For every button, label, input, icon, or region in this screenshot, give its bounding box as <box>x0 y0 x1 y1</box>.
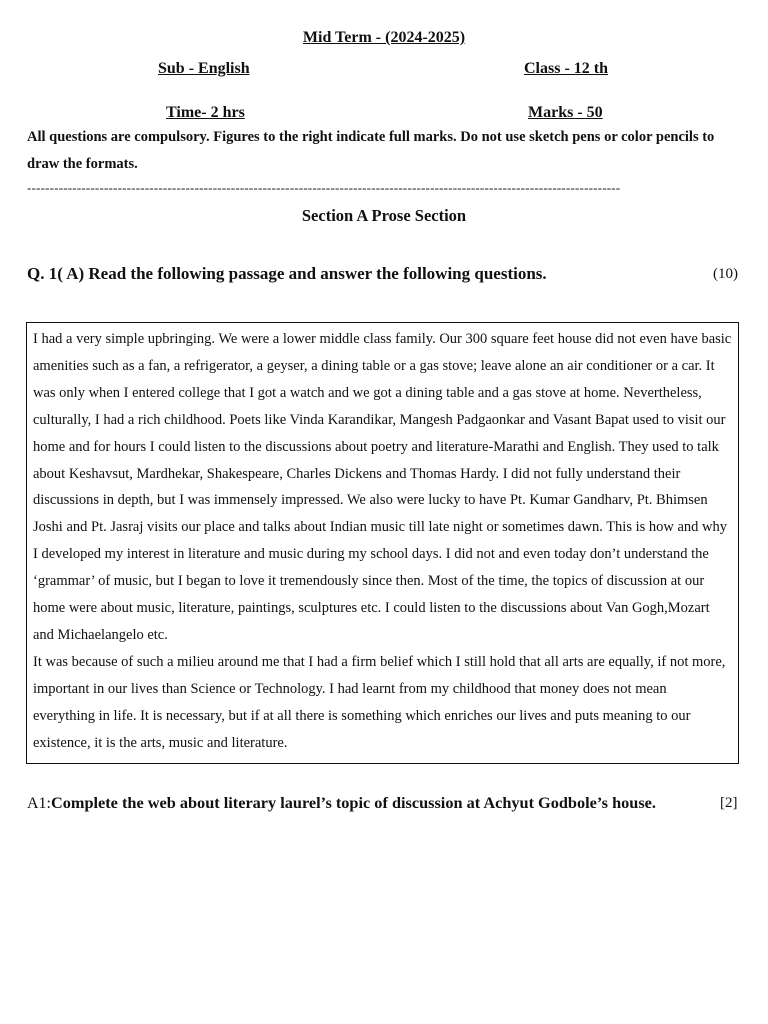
marks-label: Marks - 50 <box>528 104 603 121</box>
class-label: Class - 12 th <box>524 60 609 77</box>
activity-a1-marks: [2] <box>720 795 738 811</box>
passage-paragraph-2: It was because of such a milieu around me that I had a firm belief which I still hold that all arts are equally, if not more, important in our lives than Science or Technology. I had learnt from my childhood that money does not mean everything in life. It is necessary, but if at all there is something which enriches our lives and puts meaning to our existence, it is the arts, music and literature. <box>33 653 726 751</box>
subject-label: Sub - English <box>158 60 250 77</box>
activity-a1-text: Complete the web about literary laurel’s topic of discussion at Achyut Godbole’s house. <box>51 793 656 812</box>
exam-title: Mid Term - (2024-2025) <box>302 29 466 46</box>
activity-a1 <box>27 793 656 813</box>
question-1-marks: (10) <box>713 266 738 282</box>
passage-box <box>26 322 739 764</box>
instructions-text: All questions are compulsory. Figures to the right indicate full marks. Do not use sketch pens or color pencils to draw the formats. <box>27 129 715 172</box>
passage-paragraph-1: I had a very simple upbringing. We were a lower middle class family. Our 300 square feet house did not even have basic amenities such as a fan, a refrigerator, a geyser, a dining table or a gas stove; leave alone an air conditioner or a car. It was only when I entered college that I got a watch and we got a dining table and a gas stove at home. Nevertheless, culturally, I had a rich childhood. Poets like Vinda Karandikar, Mangesh Padgaonkar and Vasant Bapat used to visit our home and for hours I could listen to the discussions about poetry and literature-Marathi and English. They used to talk about Keshavsut, Mardhekar, Shakespeare, Charles Dickens and Thomas Hardy. I did not fully understand their discussions in depth, but I was immensely impressed. We also were lucky to have Pt. Kumar Gandharv, Pt. Bhimsen Joshi and Pt. Jasraj visits our place and talks about Indian music till late night or sometimes dawn. This is how and why I developed my interest in literature and music during my school days. I did not and even today don’t understand the ‘grammar’ of music, but I began to love it tremendously since then. Most of the time, the topics of discussion at our home were about music, literature, paintings, sculptures etc. I could listen to the discussions about Van Gogh,Mozart and Michaelangelo etc. <box>33 331 732 643</box>
dashed-divider: ----------------------------------------------------------------------------------------------------------------------------------- <box>27 180 621 195</box>
activity-a1-prefix: A1: <box>27 795 51 812</box>
time-label: Time- 2 hrs <box>166 104 245 121</box>
question-1-text: Q. 1( A) Read the following passage and answer the following questions. <box>27 264 547 283</box>
section-heading: Section A Prose Section <box>301 206 467 225</box>
